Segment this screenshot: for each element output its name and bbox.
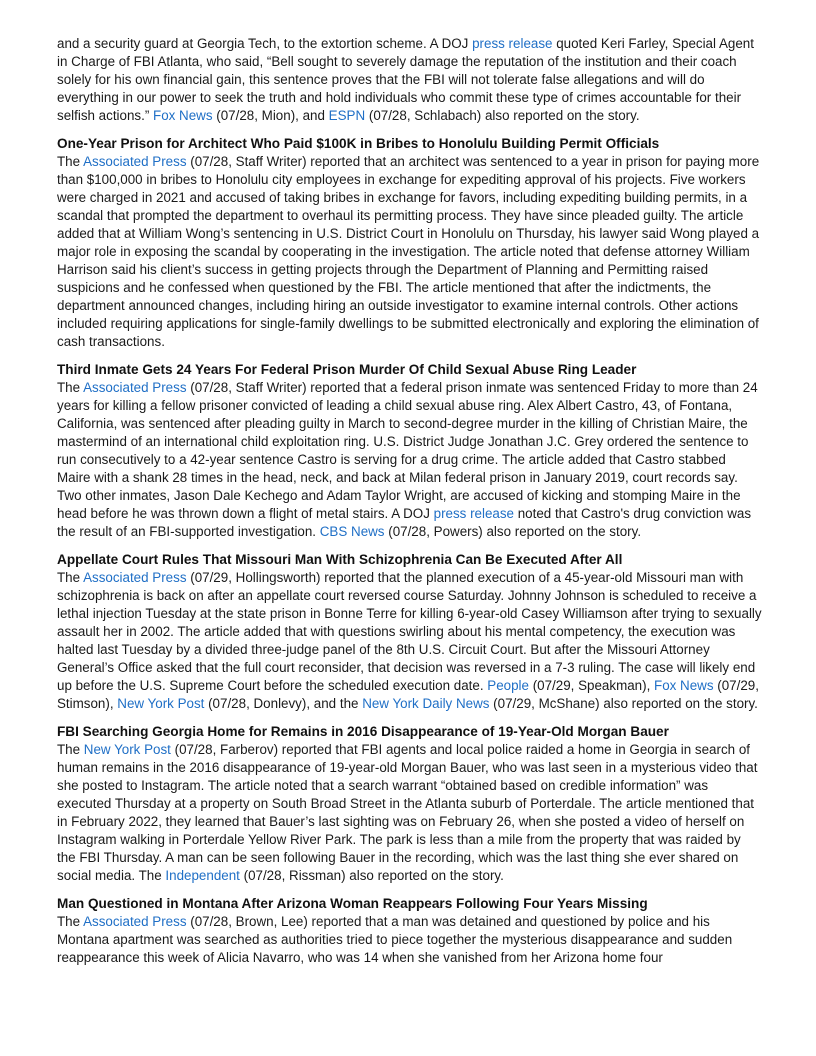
article-missouri-execution [57,551,763,713]
link-espn[interactable]: ESPN [328,108,366,123]
article-body: The New York Post (07/28, Farberov) reported that FBI agents and local police raided a home in Georgia in search of human remains in the 2016 disappearance of 19-year-old Morgan Bauer, who was last seen in a mysterious video that she posted to Instagram. The article noted that a search warrant “obtained based on credible information” was executed Thursday at a property on South Broad Street in the Atlanta suburb of Porterdale. The article mentioned that in February 2022, they learned that Bauer’s last sighting was on February 26, when she posted a video of herself on Instagram walking in Porterdale Yellow River Park. The park is less than a mile from the property that was raided by the FBI Thursday. A man can be seen following Bauer in the recording, which was the last thing she ever shared on social media. The Independent (07/28, Rissman) also reported on the story. [57,742,758,883]
article-prison-murder [57,361,763,541]
article-body: The Associated Press (07/28, Brown, Lee) reported that a man was detained and questioned by police and his Montana apartment was searched as authorities tried to piece together the mysterious disappearance and sudden reappearance this week of Alicia Navarro, who was 14 when she vanished from her Arizona home four [57,914,733,965]
link-associated-press[interactable]: Associated Press [83,380,187,395]
article-headline: FBI Searching Georgia Home for Remains in 2016 Disappearance of 19-Year-Old Morgan Bauer [57,724,669,739]
link-associated-press[interactable]: Associated Press [83,914,187,929]
link-new-york-daily-news[interactable]: New York Daily News [362,696,490,711]
link-people[interactable]: People [487,678,529,693]
link-new-york-post[interactable]: New York Post [83,742,171,757]
link-fox-news[interactable]: Fox News [153,108,213,123]
link-independent[interactable]: Independent [165,868,240,883]
link-doj-press-release[interactable]: press release [433,506,515,521]
article-montana-questioned [57,895,763,967]
link-doj-press-release[interactable]: press release [472,36,553,51]
link-cbs-news[interactable]: CBS News [319,524,385,539]
article-body: The Associated Press (07/28, Staff Writer) reported that a federal prison inmate was sentenced Friday to more than 24 years for killing a fellow prisoner convicted of leading a child sexual abuse ring. Alex Albert Castro, 43, of Fontana, California, was sentenced after pleading guilty in March to second-degree murder in the killing of Christian Maire, the mastermind of an international child exploitation ring. U.S. District Judge Jonathan J.C. Grey ordered the sentence to run consecutively to a 42-year sentence Castro is serving for a drug crime. The article added that Castro stabbed Maire with a shank 28 times in the head, neck, and back at Milan federal prison in January 2019, court records say. Two other inmates, Jason Dale Kechego and Adam Taylor Wright, are accused of kicking and stomping Maire in the head before he was thrown down a flight of metal stairs. A DOJ press release noted that Castro's drug conviction was the result of an FBI-supported investigation. CBS News (07/28, Powers) also reported on the story. [57,380,758,539]
link-associated-press[interactable]: Associated Press [83,154,187,169]
article-georgia-search [57,723,763,885]
article-headline: Man Questioned in Montana After Arizona Woman Reappears Following Four Years Missing [57,896,648,911]
document-page [57,35,763,977]
link-new-york-post[interactable]: New York Post [117,696,205,711]
link-associated-press[interactable]: Associated Press [83,570,187,585]
article-body: The Associated Press (07/29, Hollingsworth) reported that the planned execution of a 45-year-old Missouri man with schizophrenia is back on after an appellate court reversed course Saturday. Johnny Johnson is scheduled to receive a lethal injection Tuesday at the state prison in Bonne Terre for killing 6-year-old Casey Williamson after trying to sexually assault her in 2002. The article added that with questions swirling about his mental competency, the execution was halted last Tuesday by a divided three-judge panel of the 8th U.S. Circuit Court. But after the Missouri Attorney General’s Office asked that the full court reconsider, that decision was reversed in a 7-3 ruling. The case will likely end up before the U.S. Supreme Court before the scheduled execution date. People (07/29, Speakman), Fox News (07/29, Stimson), New York Post (07/28, Donlevy), and the New York Daily News (07/29, McShane) also reported on the story. [57,570,762,711]
article-headline: Appellate Court Rules That Missouri Man With Schizophrenia Can Be Executed After All [57,552,623,567]
link-fox-news[interactable]: Fox News [654,678,714,693]
article-headline: One-Year Prison for Architect Who Paid $100K in Bribes to Honolulu Building Permit Officials [57,136,660,151]
lead-paragraph: and a security guard at Georgia Tech, to the extortion scheme. A DOJ press release quoted Keri Farley, Special Agent in Charge of FBI Atlanta, who said, “Bell sought to severely damage the reputation of the institution and their coach solely for his own financial gain, this sentence proves that the FBI will not tolerate false allegations and will do everything in our power to seek the truth and hold individuals who commit these type of crimes accountable for their selfish actions.” Fox News (07/28, Mion), and ESPN (07/28, Schlabach) also reported on the story. [57,36,754,123]
article-architect-bribes [57,135,763,351]
article-body: The Associated Press (07/28, Staff Writer) reported that an architect was sentenced to a year in prison for paying more than $100,000 in bribes to Honolulu city employees in exchange for expediting approval of his projects. Five workers were charged in 2021 and accused of taking bribes in exchange for favors, including expediting building permits, in a scandal that prompted the department to overhaul its permitting process. They have since pleaded guilty. The article added that at William Wong’s sentencing in U.S. District Court in Honolulu on Thursday, his lawyer said Wong played a major role in exposing the scandal by cooperating in the investigation. The article noted that defense attorney William Harrison said his client’s success in getting projects through the Department of Planning and Permitting raised suspicions and he confessed when questioned by the FBI. The article mentioned that after the indictments, the department announced changes, including hiring an outside investigator to examine internal controls. Other actions included requiring applications for single-family dwellings to be submitted electronically and exploring the elimination of cash transactions. [57,154,760,349]
article-headline: Third Inmate Gets 24 Years For Federal Prison Murder Of Child Sexual Abuse Ring Leader [57,362,637,377]
